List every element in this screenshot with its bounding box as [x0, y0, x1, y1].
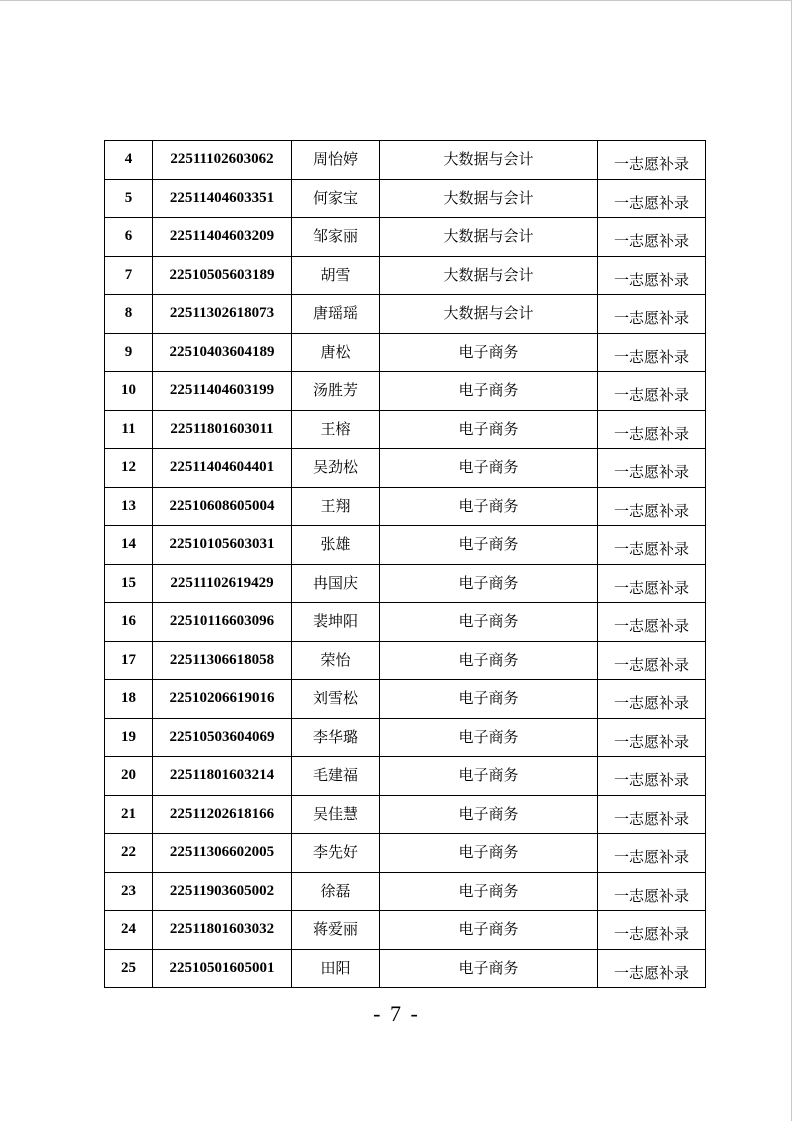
table-row [105, 834, 706, 873]
student-name-cell [292, 218, 380, 257]
major-cell [380, 179, 598, 218]
major-text: 大数据与会计 [443, 188, 534, 207]
row-number-text: 19 [121, 728, 136, 745]
student-name-text: 蒋爱丽 [312, 920, 358, 939]
student-name-text: 唐瑶瑶 [312, 304, 358, 323]
candidate-id-text: 22511306602005 [169, 844, 275, 861]
major-cell [380, 141, 598, 180]
student-name-text: 李先好 [312, 843, 358, 862]
major-text: 电子商务 [458, 920, 519, 939]
candidate-id-cell [153, 372, 292, 411]
student-name-cell [292, 295, 380, 334]
candidate-id-cell [153, 526, 292, 565]
candidate-id-cell [153, 718, 292, 757]
row-number-cell [105, 141, 153, 180]
row-number-cell [105, 795, 153, 834]
table-row [105, 218, 706, 257]
candidate-id-text: 22511404603209 [169, 228, 275, 245]
major-cell [380, 410, 598, 449]
major-cell [380, 487, 598, 526]
candidate-id-text: 22511202618166 [169, 805, 275, 822]
student-name-cell [292, 911, 380, 950]
admission-type-text: 一志愿补录 [613, 193, 689, 212]
row-number-cell [105, 449, 153, 488]
admission-type-text: 一志愿补录 [613, 578, 689, 597]
candidate-id-text: 22511306618058 [169, 651, 275, 668]
row-number-cell [105, 757, 153, 796]
table-row [105, 410, 706, 449]
table-row [105, 603, 706, 642]
major-cell [380, 526, 598, 565]
admission-type-text: 一志愿补录 [613, 155, 689, 174]
major-cell [380, 949, 598, 988]
table-row [105, 526, 706, 565]
student-name-cell [292, 641, 380, 680]
major-cell [380, 834, 598, 873]
candidate-id-text: 22510501605001 [169, 959, 275, 976]
row-number-cell [105, 911, 153, 950]
student-name-text: 周怡婷 [312, 150, 358, 169]
admission-type-cell [598, 372, 706, 411]
major-text: 电子商务 [458, 342, 519, 361]
admission-type-cell [598, 526, 706, 565]
major-text: 电子商务 [458, 843, 519, 862]
major-text: 电子商务 [458, 573, 519, 592]
student-name-text: 吴佳慧 [312, 804, 358, 823]
table-row [105, 718, 706, 757]
row-number-text: 18 [121, 690, 136, 707]
row-number-text: 16 [121, 613, 136, 630]
row-number-text: 6 [124, 228, 133, 245]
page-number: - 7 - [373, 1001, 420, 1026]
row-number-text: 13 [121, 497, 136, 514]
row-number-text: 11 [121, 420, 136, 437]
table-row [105, 949, 706, 988]
admission-type-cell [598, 757, 706, 796]
admission-type-cell [598, 834, 706, 873]
row-number-text: 9 [124, 343, 133, 360]
row-number-cell [105, 410, 153, 449]
major-cell [380, 449, 598, 488]
candidate-id-text: 22511801603214 [169, 767, 275, 784]
admission-type-text: 一志愿补录 [613, 347, 689, 366]
row-number-text: 17 [121, 651, 136, 668]
major-text: 电子商务 [458, 650, 519, 669]
table-row [105, 680, 706, 719]
row-number-cell [105, 564, 153, 603]
table-row [105, 179, 706, 218]
major-text: 电子商务 [458, 727, 519, 746]
student-name-text: 何家宝 [312, 188, 358, 207]
admission-type-cell [598, 564, 706, 603]
candidate-id-cell [153, 295, 292, 334]
admission-table-body [105, 141, 706, 988]
candidate-id-text: 22510206619016 [169, 690, 275, 707]
candidate-id-text: 22511404603351 [169, 189, 275, 206]
table-row [105, 911, 706, 950]
major-text: 电子商务 [458, 612, 519, 631]
admission-type-text: 一志愿补录 [613, 501, 689, 520]
admission-type-cell [598, 410, 706, 449]
candidate-id-cell [153, 680, 292, 719]
candidate-id-text: 22511801603032 [169, 921, 275, 938]
student-name-text: 胡雪 [320, 265, 351, 284]
admission-type-cell [598, 641, 706, 680]
row-number-cell [105, 256, 153, 295]
row-number-cell [105, 372, 153, 411]
row-number-text: 15 [121, 574, 136, 591]
admission-type-text: 一志愿补录 [613, 617, 689, 636]
row-number-text: 22 [121, 844, 136, 861]
major-text: 电子商务 [458, 458, 519, 477]
student-name-text: 徐磊 [320, 881, 351, 900]
row-number-cell [105, 641, 153, 680]
major-text: 电子商务 [458, 535, 519, 554]
student-name-text: 田阳 [320, 958, 351, 977]
admission-type-cell [598, 487, 706, 526]
major-cell [380, 603, 598, 642]
admission-type-cell [598, 949, 706, 988]
admission-type-cell [598, 603, 706, 642]
row-number-text: 20 [121, 767, 136, 784]
admission-type-text: 一志愿补录 [613, 232, 689, 251]
table-row [105, 449, 706, 488]
major-cell [380, 218, 598, 257]
major-cell [380, 641, 598, 680]
candidate-id-cell [153, 333, 292, 372]
candidate-id-text: 22511903605002 [169, 882, 275, 899]
admission-type-text: 一志愿补录 [613, 809, 689, 828]
admission-type-text: 一志愿补录 [613, 270, 689, 289]
major-cell [380, 718, 598, 757]
row-number-cell [105, 526, 153, 565]
student-name-text: 裴坤阳 [312, 612, 358, 631]
row-number-text: 4 [124, 151, 133, 168]
major-cell [380, 757, 598, 796]
row-number-text: 10 [121, 382, 136, 399]
student-name-text: 荣怡 [320, 650, 351, 669]
table-row [105, 333, 706, 372]
major-text: 电子商务 [458, 804, 519, 823]
row-number-cell [105, 295, 153, 334]
table-row [105, 141, 706, 180]
student-name-cell [292, 179, 380, 218]
candidate-id-cell [153, 410, 292, 449]
major-text: 电子商务 [458, 766, 519, 785]
row-number-cell [105, 333, 153, 372]
student-name-cell [292, 757, 380, 796]
admission-type-text: 一志愿补录 [613, 655, 689, 674]
major-text: 电子商务 [458, 881, 519, 900]
student-name-cell [292, 795, 380, 834]
admission-type-cell [598, 718, 706, 757]
student-name-cell [292, 141, 380, 180]
candidate-id-cell [153, 487, 292, 526]
major-text: 电子商务 [458, 496, 519, 515]
candidate-id-text: 22511404603199 [169, 382, 275, 399]
admission-type-text: 一志愿补录 [613, 925, 689, 944]
admission-type-cell [598, 218, 706, 257]
candidate-id-cell [153, 872, 292, 911]
candidate-id-text: 22510505603189 [169, 266, 275, 283]
major-cell [380, 795, 598, 834]
major-text: 大数据与会计 [443, 227, 534, 246]
candidate-id-cell [153, 641, 292, 680]
row-number-cell [105, 179, 153, 218]
major-text: 电子商务 [458, 689, 519, 708]
table-row [105, 487, 706, 526]
major-text: 电子商务 [458, 381, 519, 400]
major-cell [380, 256, 598, 295]
row-number-text: 8 [124, 305, 133, 322]
row-number-text: 23 [121, 882, 136, 899]
candidate-id-cell [153, 757, 292, 796]
student-name-cell [292, 449, 380, 488]
admission-type-text: 一志愿补录 [613, 424, 689, 443]
student-name-text: 冉国庆 [312, 573, 358, 592]
row-number-cell [105, 834, 153, 873]
admission-type-cell [598, 141, 706, 180]
major-cell [380, 911, 598, 950]
row-number-cell [105, 218, 153, 257]
major-cell [380, 295, 598, 334]
student-name-cell [292, 372, 380, 411]
student-name-cell [292, 603, 380, 642]
student-name-cell [292, 564, 380, 603]
table-row [105, 757, 706, 796]
admission-type-cell [598, 449, 706, 488]
admission-table [104, 140, 706, 988]
row-number-text: 5 [124, 189, 133, 206]
student-name-text: 汤胜芳 [312, 381, 358, 400]
candidate-id-cell [153, 911, 292, 950]
student-name-cell [292, 872, 380, 911]
student-name-cell [292, 834, 380, 873]
student-name-text: 毛建福 [312, 766, 358, 785]
student-name-cell [292, 487, 380, 526]
student-name-cell [292, 256, 380, 295]
admission-type-cell [598, 256, 706, 295]
student-name-text: 李华璐 [312, 727, 358, 746]
major-text: 大数据与会计 [443, 150, 534, 169]
major-cell [380, 333, 598, 372]
candidate-id-text: 22511801603011 [170, 420, 274, 437]
table-row [105, 641, 706, 680]
admission-type-cell [598, 295, 706, 334]
row-number-cell [105, 949, 153, 988]
candidate-id-text: 22510105603031 [169, 536, 275, 553]
row-number-text: 21 [121, 805, 136, 822]
admission-type-text: 一志愿补录 [613, 694, 689, 713]
admission-type-text: 一志愿补录 [613, 963, 689, 982]
admission-type-text: 一志愿补录 [613, 771, 689, 790]
major-text: 大数据与会计 [443, 265, 534, 284]
candidate-id-cell [153, 603, 292, 642]
admission-type-text: 一志愿补录 [613, 848, 689, 867]
admission-type-cell [598, 911, 706, 950]
admission-type-cell [598, 333, 706, 372]
major-text: 电子商务 [458, 958, 519, 977]
student-name-cell [292, 410, 380, 449]
candidate-id-text: 22510403604189 [169, 343, 275, 360]
table-row [105, 256, 706, 295]
student-name-cell [292, 718, 380, 757]
student-name-cell [292, 949, 380, 988]
table-row [105, 372, 706, 411]
table-row [105, 795, 706, 834]
candidate-id-text: 22510503604069 [169, 728, 275, 745]
admission-type-cell [598, 680, 706, 719]
major-cell [380, 680, 598, 719]
table-row [105, 564, 706, 603]
row-number-cell [105, 487, 153, 526]
student-name-cell [292, 526, 380, 565]
candidate-id-text: 22511404604401 [169, 459, 275, 476]
candidate-id-text: 22511302618073 [169, 305, 275, 322]
student-name-text: 王翔 [320, 496, 351, 515]
candidate-id-cell [153, 218, 292, 257]
admission-type-cell [598, 179, 706, 218]
major-text: 大数据与会计 [443, 304, 534, 323]
table-row [105, 872, 706, 911]
major-cell [380, 872, 598, 911]
admission-type-cell [598, 872, 706, 911]
admission-type-text: 一志愿补录 [613, 886, 689, 905]
candidate-id-cell [153, 256, 292, 295]
candidate-id-cell [153, 949, 292, 988]
candidate-id-cell [153, 795, 292, 834]
major-text: 电子商务 [458, 419, 519, 438]
candidate-id-text: 22511102619429 [170, 574, 274, 591]
candidate-id-text: 22510608605004 [169, 497, 275, 514]
candidate-id-cell [153, 834, 292, 873]
student-name-cell [292, 680, 380, 719]
candidate-id-cell [153, 449, 292, 488]
row-number-cell [105, 603, 153, 642]
row-number-text: 24 [121, 921, 136, 938]
admission-type-text: 一志愿补录 [613, 386, 689, 405]
row-number-cell [105, 872, 153, 911]
student-name-text: 唐松 [320, 342, 351, 361]
candidate-id-text: 22511102603062 [170, 151, 274, 168]
student-name-text: 王榕 [320, 419, 351, 438]
student-name-text: 张雄 [320, 535, 351, 554]
candidate-id-text: 22510116603096 [169, 613, 275, 630]
admission-type-text: 一志愿补录 [613, 732, 689, 751]
row-number-cell [105, 680, 153, 719]
admission-type-cell [598, 795, 706, 834]
row-number-cell [105, 718, 153, 757]
major-cell [380, 564, 598, 603]
row-number-text: 7 [124, 266, 133, 283]
row-number-text: 14 [121, 536, 136, 553]
row-number-text: 25 [121, 959, 136, 976]
candidate-id-cell [153, 179, 292, 218]
admission-type-text: 一志愿补录 [613, 309, 689, 328]
student-name-text: 刘雪松 [312, 689, 358, 708]
student-name-text: 吴劲松 [312, 458, 358, 477]
row-number-text: 12 [121, 459, 136, 476]
student-name-cell [292, 333, 380, 372]
student-name-text: 邹家丽 [312, 227, 358, 246]
table-row [105, 295, 706, 334]
major-cell [380, 372, 598, 411]
admission-type-text: 一志愿补录 [613, 540, 689, 559]
candidate-id-cell [153, 141, 292, 180]
admission-type-text: 一志愿补录 [613, 463, 689, 482]
candidate-id-cell [153, 564, 292, 603]
